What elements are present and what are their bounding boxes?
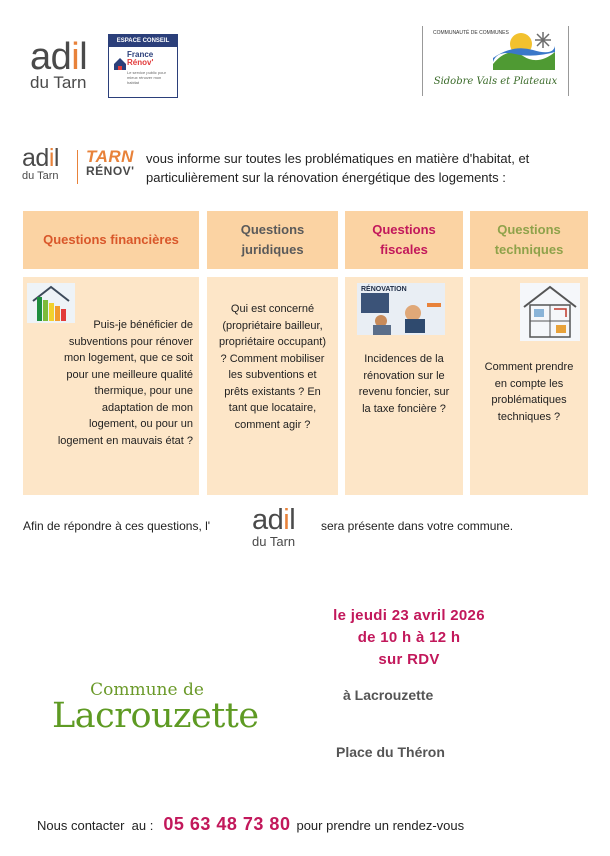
espace-conseil-logo: [108, 34, 178, 98]
adil-sub: du Tarn: [252, 534, 296, 549]
adil-word: adil: [252, 504, 296, 536]
contact-line: [37, 814, 464, 835]
qbody-techniques: [470, 277, 588, 495]
qbody-financieres-text: Puis-je bénéficier de subventions pour rénover mon logement, que ce soit pour une meilleure qualité thermique, pour une adaptation de mon logement, ou pour un logement en mauvais état ?: [57, 319, 193, 447]
event-date: le jeudi 23 avril 2026: [333, 607, 485, 624]
qbody-juridiques-text: Qui est concerné (propriétaire bailleur, propriétaire occupant) ? Comment mobiliser les subventions et prêts existants ? En tant que locataire, comment agir ?: [218, 303, 326, 431]
event-rdv: sur RDV: [378, 650, 440, 668]
commune-prefix: Commune de: [90, 680, 204, 700]
answer-before: Afin de répondre à ces questions, l': [23, 519, 211, 533]
qhead-juridiques-title: Questions juridiques: [240, 221, 305, 257]
adil-word: adil: [22, 144, 59, 172]
renov-word: RÉNOV': [86, 164, 135, 178]
mountain-sun-icon: [493, 28, 555, 70]
qhead-fiscales-title: Questions fiscales: [372, 221, 436, 257]
intro-line-2: particulièrement sur la rénovation énergétique des logements :: [146, 169, 506, 185]
adil-logo-header: [30, 38, 102, 91]
tarn-renov-logo: [86, 148, 135, 177]
france-renov-house-icon: [113, 57, 127, 71]
espace-brand-2: Rénov': [127, 58, 154, 68]
espace-brand-1: France: [127, 50, 154, 59]
intro-text: [146, 150, 586, 188]
event-time: de 10 h à 12 h: [357, 628, 461, 646]
espace-conseil-title: ESPACE CONSEIL: [109, 35, 177, 47]
qbody-techniques-text: Comment prendre en compte les problématiques techniques ?: [484, 361, 574, 423]
contact-suffix: pour prendre un rendez-vous: [296, 818, 465, 833]
event-block: [300, 605, 518, 670]
event-place: Place du Théron: [336, 744, 445, 760]
qhead-juridiques: [207, 211, 338, 269]
qhead-techniques-title: Questions techniques: [494, 221, 564, 257]
cc-name: Sidobre Vals et Plateaux: [433, 76, 558, 87]
adil-logo-answer: [252, 506, 308, 548]
house-technical-icon: [520, 283, 580, 341]
espace-small-text: Le service public pour mieux rénover mon habitat: [127, 69, 166, 85]
logo-divider: [77, 150, 78, 184]
event-location: à Lacrouzette: [343, 687, 434, 703]
qhead-financieres: [23, 211, 199, 269]
intro-line-1: vous informe sur toutes les problématiques en matière d'habitat, et: [146, 151, 530, 166]
tarn-word: TARN: [86, 147, 134, 166]
answer-after: sera présente dans votre commune.: [321, 519, 514, 533]
contact-phone[interactable]: 05 63 48 73 80: [163, 814, 291, 834]
adil-sub: du Tarn: [22, 170, 59, 182]
qhead-financieres-title: Questions financières: [43, 231, 179, 247]
adil-logo-intro: [22, 146, 70, 182]
qhead-techniques: [470, 211, 588, 269]
qbody-fiscales-text: Incidences de la rénovation sur le revenu foncier, sur la taxe foncière ?: [358, 353, 450, 415]
qhead-fiscales: [345, 211, 463, 269]
contact-label: Nous contacter au :: [37, 818, 154, 833]
commune-name: Lacrouzette: [52, 696, 259, 736]
renov-img-label: RÉNOVATION: [361, 286, 407, 293]
cc-sidobre-logo: [422, 26, 569, 96]
cc-title: COMMUNAUTÉ DE COMMUNES: [433, 30, 509, 36]
qbody-financieres: [23, 277, 199, 495]
commune-logo: [52, 680, 282, 736]
qbody-juridiques: [207, 277, 338, 495]
qbody-fiscales: [345, 277, 463, 495]
adil-sub: du Tarn: [30, 73, 87, 92]
adil-word: adil: [30, 36, 88, 78]
